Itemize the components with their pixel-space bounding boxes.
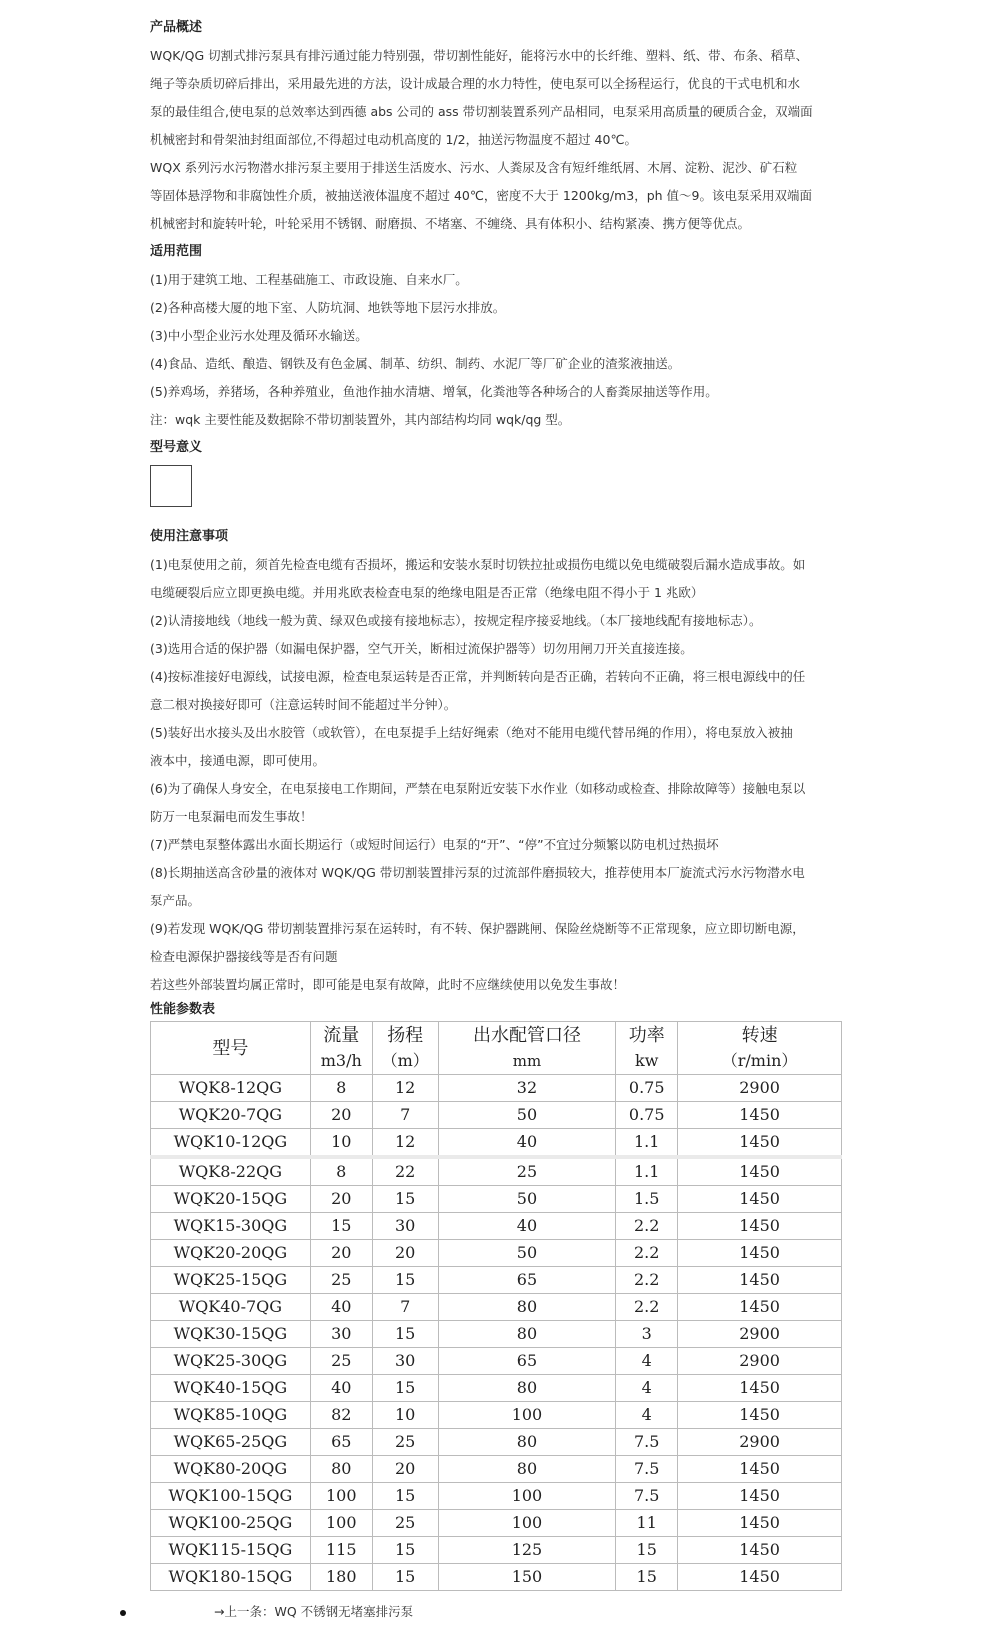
speed-cell: 1450 (678, 1510, 842, 1537)
table-row (151, 1537, 842, 1564)
head-cell: 15 (372, 1267, 438, 1294)
flow-cell: 20 (310, 1102, 372, 1129)
overview-line: 等固体悬浮物和非腐蚀性介质，被抽送液体温度不超过 40℃，密度不大于 1200kg/m3，ph 值～9。该电泵采用双端面 (150, 188, 813, 203)
head-cell: 30 (372, 1213, 438, 1240)
table-row (151, 1429, 842, 1456)
power-cell: 1.1 (616, 1129, 678, 1158)
head-cell: 20 (372, 1240, 438, 1267)
header-head: 扬程 （m） (372, 1022, 438, 1075)
power-cell: 1.5 (616, 1186, 678, 1213)
head-cell: 15 (372, 1186, 438, 1213)
power-cell: 4 (616, 1375, 678, 1402)
scope-item: (1)用于建筑工地、工程基础施工、市政设施、自来水厂。 (150, 272, 468, 287)
power-cell: 4 (616, 1348, 678, 1375)
section-heading-scope: 适用范围 (150, 244, 203, 259)
section-heading-overview: 产品概述 (150, 20, 203, 35)
power-cell: 3 (616, 1321, 678, 1348)
header-power: 功率 kw (616, 1022, 678, 1075)
note-line: 检查电源保护器接线等是否有问题 (150, 949, 338, 964)
overview-line: WQX 系列污水污物潜水排污泵主要用于排送生活废水、污水、人粪尿及含有短纤维纸屑、木屑、淀粉、泥沙、矿石粒 (150, 160, 798, 175)
note-line: (9)若发现 WQK/QG 带切割装置排污泵在运转时，有不转、保护器跳闸、保险丝烧断等不正常现象，应立即切断电源， (150, 921, 805, 936)
power-cell: 15 (616, 1564, 678, 1591)
head-cell: 15 (372, 1321, 438, 1348)
head-cell: 30 (372, 1348, 438, 1375)
model-cell: WQK10-12QG (151, 1129, 311, 1158)
note-line: (4)按标准接好电源线，试接电源，检查电泵运转是否正常，并判断转向是否正确，若转向不正确，将三根电源线中的任 (150, 669, 806, 684)
model-cell: WQK100-15QG (151, 1483, 311, 1510)
bullet-icon (120, 1610, 126, 1616)
note-line: 防万一电泵漏电而发生事故！ (150, 809, 313, 824)
scope-list (150, 266, 840, 434)
power-cell: 2.2 (616, 1267, 678, 1294)
scope-item: (4)食品、造纸、酿造、钢铁及有色金属、制革、纺织、制药、水泥厂等厂矿企业的渣浆液抽送。 (150, 356, 681, 371)
power-cell: 2.2 (616, 1294, 678, 1321)
head-cell: 10 (372, 1402, 438, 1429)
head-cell: 12 (372, 1075, 438, 1102)
speed-cell: 1450 (678, 1294, 842, 1321)
flow-cell: 8 (310, 1157, 372, 1186)
note-line: 泵产品。 (150, 893, 201, 908)
header-model: 型号 (151, 1022, 311, 1075)
model-cell: WQK100-25QG (151, 1510, 311, 1537)
flow-cell: 180 (310, 1564, 372, 1591)
head-cell: 7 (372, 1102, 438, 1129)
flow-cell: 115 (310, 1537, 372, 1564)
head-cell: 25 (372, 1429, 438, 1456)
head-cell: 15 (372, 1537, 438, 1564)
section-heading-notes: 使用注意事项 (150, 529, 229, 544)
table-row (151, 1240, 842, 1267)
scope-item: (2)各种高楼大厦的地下室、人防坑洞、地铁等地下层污水排放。 (150, 300, 506, 315)
speed-cell: 1450 (678, 1129, 842, 1158)
outlet-cell: 65 (438, 1267, 616, 1294)
head-cell: 15 (372, 1564, 438, 1591)
performance-table (150, 1021, 842, 1591)
table-row (151, 1402, 842, 1429)
speed-cell: 1450 (678, 1102, 842, 1129)
speed-cell: 1450 (678, 1186, 842, 1213)
speed-cell: 2900 (678, 1075, 842, 1102)
note-line: 电缆硬裂后应立即更换电缆。并用兆欧表检查电泵的绝缘电阻是否正常（绝缘电阻不得小于 1 兆欧） (150, 585, 704, 600)
section-heading-performance: 性能参数表 (150, 1002, 216, 1017)
model-cell: WQK20-15QG (151, 1186, 311, 1213)
outlet-cell: 65 (438, 1348, 616, 1375)
flow-cell: 20 (310, 1240, 372, 1267)
power-cell: 7.5 (616, 1429, 678, 1456)
flow-cell: 15 (310, 1213, 372, 1240)
table-row (151, 1157, 842, 1186)
outlet-cell: 50 (438, 1186, 616, 1213)
overview-line: 绳子等杂质切碎后排出，采用最先进的方法，设计成最合理的水力特性，使电泵可以全扬程运行，优良的干式电机和水 (150, 76, 801, 91)
scope-item: (3)中小型企业污水处理及循环水输送。 (150, 328, 368, 343)
head-cell: 15 (372, 1483, 438, 1510)
scope-item: 注：wqk 主要性能及数据除不带切割装置外，其内部结构均同 wqk/qg 型。 (150, 412, 571, 427)
head-cell: 25 (372, 1510, 438, 1537)
outlet-cell: 50 (438, 1102, 616, 1129)
flow-cell: 10 (310, 1129, 372, 1158)
table-row (151, 1267, 842, 1294)
model-cell: WQK40-7QG (151, 1294, 311, 1321)
table-row (151, 1102, 842, 1129)
model-cell: WQK115-15QG (151, 1537, 311, 1564)
table-row (151, 1564, 842, 1591)
flow-cell: 80 (310, 1456, 372, 1483)
outlet-cell: 80 (438, 1321, 616, 1348)
table-row (151, 1294, 842, 1321)
note-line: 若这些外部装置均属正常时，即可能是电泵有故障，此时不应继续使用以免发生事故！ (150, 977, 626, 992)
outlet-cell: 100 (438, 1483, 616, 1510)
outlet-cell: 50 (438, 1240, 616, 1267)
speed-cell: 1450 (678, 1213, 842, 1240)
table-row (151, 1510, 842, 1537)
flow-cell: 25 (310, 1267, 372, 1294)
model-cell: WQK20-7QG (151, 1102, 311, 1129)
model-cell: WQK8-12QG (151, 1075, 311, 1102)
flow-cell: 40 (310, 1375, 372, 1402)
model-cell: WQK180-15QG (151, 1564, 311, 1591)
speed-cell: 1450 (678, 1537, 842, 1564)
power-cell: 7.5 (616, 1483, 678, 1510)
outlet-cell: 40 (438, 1129, 616, 1158)
power-cell: 1.1 (616, 1157, 678, 1186)
overview-paragraph (150, 42, 840, 238)
notes-list (150, 551, 840, 999)
flow-cell: 100 (310, 1510, 372, 1537)
speed-cell: 1450 (678, 1483, 842, 1510)
speed-cell: 1450 (678, 1157, 842, 1186)
power-cell: 0.75 (616, 1075, 678, 1102)
table-row (151, 1075, 842, 1102)
table-row (151, 1456, 842, 1483)
speed-cell: 1450 (678, 1267, 842, 1294)
note-line: (7)严禁电泵整体露出水面长期运行（或短时间运行）电泵的“开”、“停”不宜过分频繁以防电机过热损坏 (150, 837, 719, 852)
overview-line: 机械密封和旋转叶轮，叶轮采用不锈钢、耐磨损、不堵塞、不缠绕、具有体积小、结构紧凑、携方便等优点。 (150, 216, 751, 231)
power-cell: 2.2 (616, 1240, 678, 1267)
outlet-cell: 25 (438, 1157, 616, 1186)
note-line: (3)选用合适的保护器（如漏电保护器，空气开关，断相过流保护器等）切勿用闸刀开关直接连接。 (150, 641, 693, 656)
power-cell: 4 (616, 1402, 678, 1429)
table-row (151, 1186, 842, 1213)
header-speed: 转速 （r/min） (678, 1022, 842, 1075)
note-line: (1)电泵使用之前，须首先检查电缆有否损坏，搬运和安装水泵时切铁拉扯或损伤电缆以免电缆破裂后漏水造成事故。如 (150, 557, 806, 572)
note-line: (8)长期抽送高含砂量的液体对 WQK/QG 带切割装置排污泵的过流部件磨损较大，推荐使用本厂旋流式污水污物潜水电 (150, 865, 805, 880)
flow-cell: 30 (310, 1321, 372, 1348)
scope-item: (5)养鸡场，养猪场，各种养殖业，鱼池作抽水清塘、增氧，化粪池等各种场合的人畜粪尿抽送等作用。 (150, 384, 718, 399)
flow-cell: 20 (310, 1186, 372, 1213)
table-header-row (151, 1022, 842, 1075)
flow-cell: 82 (310, 1402, 372, 1429)
head-cell: 12 (372, 1129, 438, 1158)
speed-cell: 1450 (678, 1402, 842, 1429)
power-cell: 11 (616, 1510, 678, 1537)
head-cell: 15 (372, 1375, 438, 1402)
speed-cell: 1450 (678, 1456, 842, 1483)
speed-cell: 2900 (678, 1429, 842, 1456)
outlet-cell: 150 (438, 1564, 616, 1591)
model-cell: WQK65-25QG (151, 1429, 311, 1456)
model-cell: WQK80-20QG (151, 1456, 311, 1483)
model-cell: WQK25-15QG (151, 1267, 311, 1294)
flow-cell: 100 (310, 1483, 372, 1510)
speed-cell: 1450 (678, 1564, 842, 1591)
table-row (151, 1213, 842, 1240)
flow-cell: 40 (310, 1294, 372, 1321)
speed-cell: 2900 (678, 1348, 842, 1375)
note-line: (6)为了确保人身安全，在电泵接电工作期间，严禁在电泵附近安装下水作业（如移动或检查、排除故障等）接触电泵以 (150, 781, 806, 796)
power-cell: 15 (616, 1537, 678, 1564)
head-cell: 22 (372, 1157, 438, 1186)
note-line: (5)装好出水接头及出水胶管（或软管），在电泵提手上结好绳索（绝对不能用电缆代替吊绳的作用），将电泵放入被抽 (150, 725, 793, 740)
speed-cell: 1450 (678, 1240, 842, 1267)
overview-line: WQK/QG 切割式排污泵具有排污通过能力特别强，带切割性能好，能将污水中的长纤维、塑料、纸、带、布条、稻草、 (150, 48, 809, 63)
table-row (151, 1375, 842, 1402)
section-heading-model-meaning: 型号意义 (150, 440, 203, 455)
flow-cell: 65 (310, 1429, 372, 1456)
model-cell: WQK25-30QG (151, 1348, 311, 1375)
outlet-cell: 100 (438, 1510, 616, 1537)
model-cell: WQK40-15QG (151, 1375, 311, 1402)
model-cell: WQK15-30QG (151, 1213, 311, 1240)
overview-line: 机械密封和骨架油封组面部位,不得超过电动机高度的 1/2，抽送污物温度不超过 40℃。 (150, 132, 637, 147)
note-line: 意二根对换接好即可（注意运转时间不能超过半分钟）。 (150, 697, 457, 712)
speed-cell: 2900 (678, 1321, 842, 1348)
model-cell: WQK20-20QG (151, 1240, 311, 1267)
power-cell: 0.75 (616, 1102, 678, 1129)
table-row (151, 1129, 842, 1158)
table-row (151, 1348, 842, 1375)
outlet-cell: 80 (438, 1429, 616, 1456)
article-content (150, 14, 840, 1591)
note-line: 液本中，接通电源，即可使用。 (150, 753, 326, 768)
model-cell: WQK8-22QG (151, 1157, 311, 1186)
power-cell: 7.5 (616, 1456, 678, 1483)
outlet-cell: 80 (438, 1294, 616, 1321)
outlet-cell: 125 (438, 1537, 616, 1564)
outlet-cell: 80 (438, 1375, 616, 1402)
outlet-cell: 32 (438, 1075, 616, 1102)
outlet-cell: 40 (438, 1213, 616, 1240)
note-line: (2)认清接地线（地线一般为黄、绿双色或接有接地标志），按规定程序接妥地线。（本厂接地线配有接地标志）。 (150, 613, 762, 628)
head-cell: 20 (372, 1456, 438, 1483)
header-flow: 流量 m3/h (310, 1022, 372, 1075)
overview-line: 泵的最佳组合,使电泵的总效率达到西德 abs 公司的 ass 带切割装置系列产品相同，电泵采用高质量的硬质合金，双端面 (150, 104, 813, 119)
model-cell: WQK30-15QG (151, 1321, 311, 1348)
outlet-cell: 80 (438, 1456, 616, 1483)
power-cell: 2.2 (616, 1213, 678, 1240)
flow-cell: 25 (310, 1348, 372, 1375)
outlet-cell: 100 (438, 1402, 616, 1429)
prev-article-nav (120, 1602, 413, 1622)
model-cell: WQK85-10QG (151, 1402, 311, 1429)
header-outlet-diameter: 出水配管口径 mm (438, 1022, 616, 1075)
head-cell: 7 (372, 1294, 438, 1321)
speed-cell: 1450 (678, 1375, 842, 1402)
flow-cell: 8 (310, 1075, 372, 1102)
table-row (151, 1483, 842, 1510)
prev-article-link[interactable]: →上一条：WQ 不锈钢无堵塞排污泵 (213, 1604, 414, 1619)
table-row (151, 1321, 842, 1348)
model-meaning-image-placeholder (150, 465, 192, 507)
